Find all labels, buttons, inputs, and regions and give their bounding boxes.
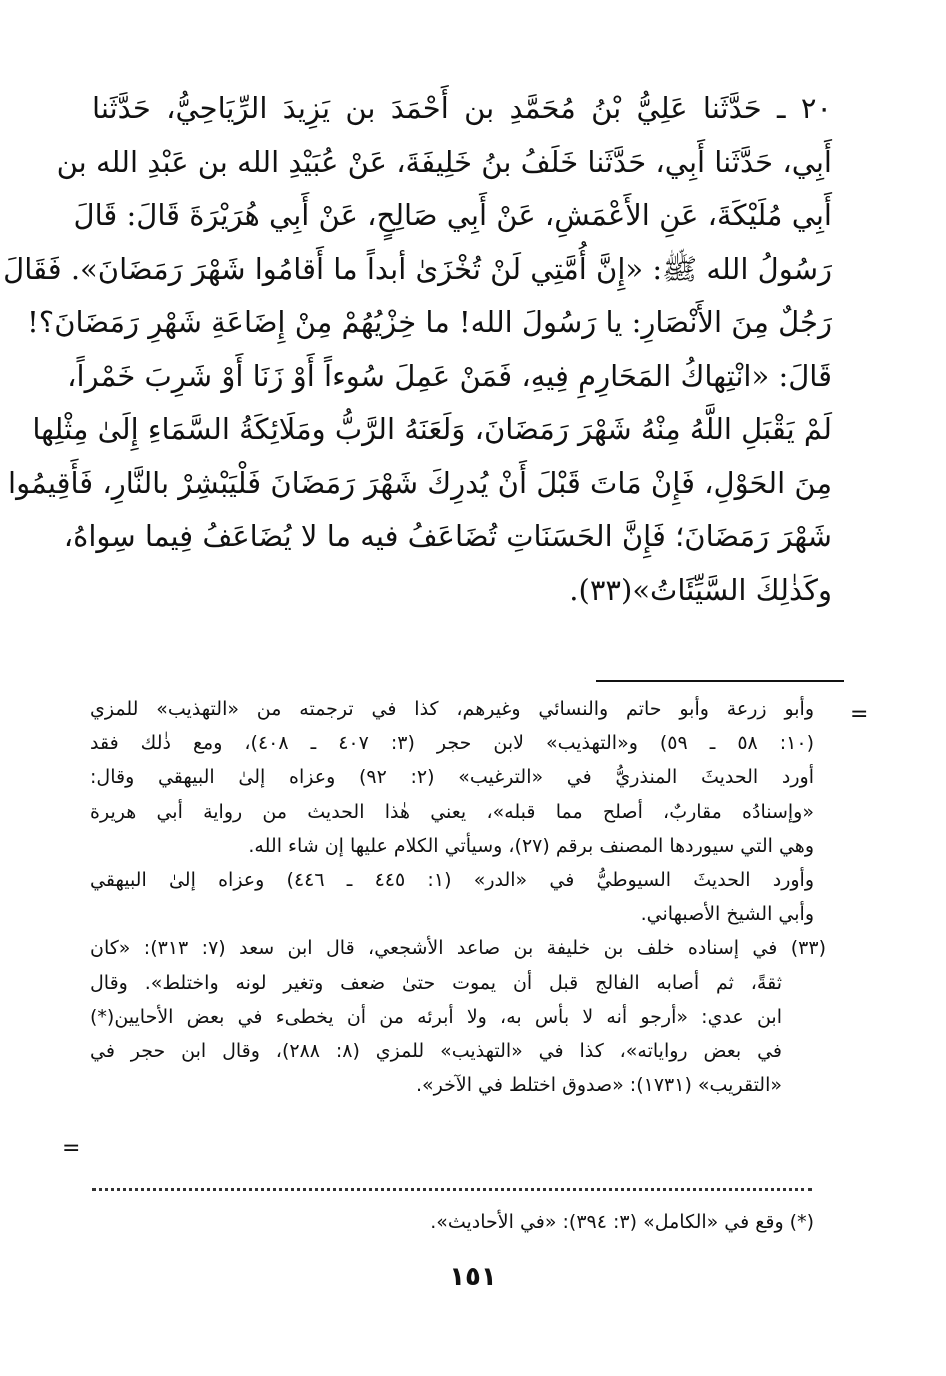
footnote-continued <box>90 692 814 931</box>
footnotes <box>90 692 826 1102</box>
continues-on-next-mark: = <box>62 1136 81 1161</box>
footnote-line: «التقريب» (١٧٣١): «صدوق اختلط في الآخر». <box>415 1074 782 1097</box>
footnote-line: ابن عدي: «أرجو أنه لا بأس به، ولا أبرئه من أن يخطىء في بعض الأحايين(*) <box>90 1005 782 1028</box>
footnote-line: (١٠: ٥٨ ـ ٥٩) و«التهذيب» لابن حجر (٣: ٤٠٧ ـ ٤٠٨)، ومع ذٰلك فقد <box>90 732 814 755</box>
continued-from-previous-mark: = <box>850 702 869 727</box>
footnote-separator <box>596 680 844 682</box>
text-line: لَمْ يَقْبَلِ اللَّهُ مِنْهُ شَهْرَ رَمَضَانَ، وَلَعَنَهُ الرَّبُّ ومَلَائِكَةُ السَّمَاءِ إِلَىٰ مِثْلِها <box>32 412 832 446</box>
page-number: ١٥١ <box>449 1262 497 1292</box>
text-line: رَجُلٌ مِنَ الأَنْصَارِ: يا رَسُولَ الله! ما خِزْيُهُمْ مِنْ إِضَاعَةِ شَهْرِ رَمَضَانَ؟! <box>27 305 832 339</box>
footnote-line: ثقةً، ثم أصابه الفالج قبل أن يموت حتىٰ ضعف وتغير لونه واختلط». وقال <box>90 971 782 994</box>
text-line: وكَذٰلِكَ السَّيِّئَاتُ»(٣٣). <box>569 572 832 607</box>
text-line: مِنَ الحَوْلِ، فَإِنْ مَاتَ قَبْلَ أَنْ يُدرِكَ شَهْرَ رَمَضَانَ فَلْيَبْشِرْ بالنَّارِ، فَأَقِيمُوا <box>8 465 832 500</box>
text-line: قَالَ: «انْتِهاكُ المَحَارِمِ فِيهِ، فَمَنْ عَمِلَ سُوءاً أَوْ زَنَا أَوْ شَرِبَ خَمْراً، <box>67 358 832 393</box>
text-line: ٢٠ ـ حَدَّثَنا عَلِيُّ بْنُ مُحَمَّدِ بن أَحْمَدَ بن يَزِيدَ الرِّيَاحِيُّ، حَدَّثَنا <box>92 91 832 125</box>
footnote-line: (٣٣) في إسناده خلف بن خليفة بن صاعد الأشجعي، قال ابن سعد (٧: ٣١٣): «كان <box>90 937 826 960</box>
footnote-line: «وإسنادُه مقاربٌ، أصلح مما قبله»، يعني هٰذا الحديث من رواية أبي هريرة <box>90 800 814 823</box>
subnote-separator <box>92 1188 812 1191</box>
text-line: رَسُولُ الله ﷺ: «إِنَّ أُمَّتِي لَنْ تُخْزَىٰ أبداً ما أَقامُوا شَهْرَ رَمَضَانَ». فَقَالَ <box>3 251 832 286</box>
subnote: (*) وقع في «الكامل» (٣: ٣٩٤): «في الأحاديث». <box>430 1211 814 1233</box>
text-line: شَهْرَ رَمَضَانَ؛ فَإِنَّ الحَسَنَاتِ تُضَاعَفُ فيه ما لا يُضَاعَفُ فِيما سِواهُ، <box>63 519 832 553</box>
hadith-text <box>3 82 832 617</box>
footnote-line: وأورد الحديثَ السيوطيُّ في «الدر» (١: ٤٤٥ ـ ٤٤٦) وعزاه إلىٰ البيهقي <box>90 869 814 892</box>
footnote-33 <box>90 931 826 1102</box>
footnote-line: في بعض رواياته»، كذا في «التهذيب» للمزي (٨: ٢٨٨)، وقال ابن حجر في <box>90 1040 782 1063</box>
footnote-line: وهي التي سيوردها المصنف برقم (٢٧)، وسيأتي الكلام عليها إن شاء الله. <box>248 834 814 857</box>
footnote-line: وأبي الشيخ الأصبهاني. <box>640 903 814 926</box>
text-line: أَبِي مُلَيْكَةَ، عَنِ الأَعْمَشِ، عَنْ أَبِي صَالِحٍ، عَنْ أَبِي هُرَيْرَةَ قَالَ: قَالَ <box>73 198 832 232</box>
footnote-line: أورد الحديثَ المنذريُّ في «الترغيب» (٢: ٩٢) وعزاه إلىٰ البيهقي وقال: <box>90 766 814 789</box>
footnote-line: وأبو زرعة وأبو حاتم والنسائي وغيرهم، كذا في ترجمته من «التهذيب» للمزي <box>90 698 814 720</box>
text-line: أَبِي، حَدَّثَنا أَبِي، حَدَّثَنا خَلَفُ بنُ خَلِيفَةَ، عَنْ عُبَيْدِ الله بن عَبْدِ الله بن <box>56 144 832 179</box>
